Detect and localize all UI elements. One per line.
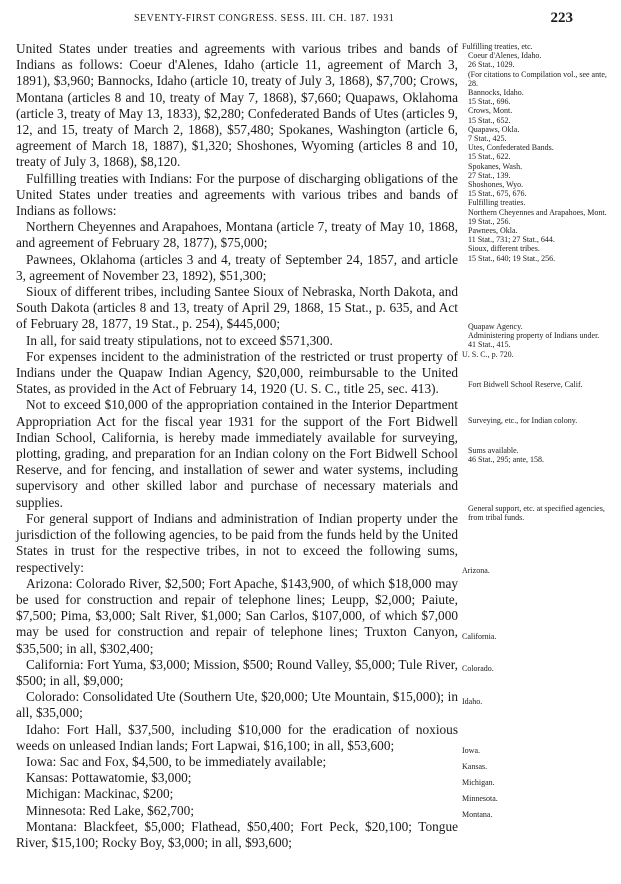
margin-note-line: Bannocks, Idaho. <box>468 88 524 98</box>
margin-note-line: 15 Stat., 622. <box>468 152 511 162</box>
margin-note-line: Idaho. <box>462 697 483 706</box>
page-number: 223 <box>550 10 573 26</box>
paragraph-minnesota: Minnesota: Red Lake, $62,700; <box>26 802 195 818</box>
margin-note-line: (For citations to Compilation vol., see ante, 28. <box>468 69 607 88</box>
margin-note-line: Crows, Mont. <box>468 106 513 116</box>
margin-note-idaho <box>462 697 612 706</box>
margin-note-line: 46 Stat., 295; ante, 158. <box>468 455 544 465</box>
margin-note-california <box>462 632 612 641</box>
margin-note-line: 19 Stat., 256. <box>468 216 511 226</box>
margin-note-line: Iowa. <box>462 746 480 755</box>
margin-note-line: Kansas. <box>462 762 488 771</box>
margin-note-colorado <box>462 664 612 673</box>
paragraph-treaty-total: In all, for said treaty stipulations, not to exceed $571,300. <box>26 332 333 348</box>
paragraph-fulfilling-treaties: Fulfilling treaties with Indians: For the purpose of discharging obligations of the United States under treaties and agreements with various tribes and bands of Indians as follows: <box>16 170 458 219</box>
paragraph-quapaw-agency: For expenses incident to the administration of the restricted or trust property of Indians under the Quapaw Indian Agency, $20,000, reimbursable to the United States, as provided in the Act of February 14, 1920 (U. S. C., title 25, sec. 413). <box>16 348 458 397</box>
margin-note-fort-bidwell <box>462 380 612 389</box>
paragraph-california: California: Fort Yuma, $3,000; Mission, $500; Round Valley, $5,000; Tule River, $500; in all, $9,000; <box>16 656 458 688</box>
margin-note-line: Utes, Confederated Bands. <box>468 143 554 153</box>
paragraph-michigan: Michigan: Mackinac, $200; <box>26 786 174 802</box>
margin-note-line: Sums available. <box>468 446 519 455</box>
paragraph-northern-cheyennes: Northern Cheyennes and Arapahoes, Montana (article 7, treaty of May 10, 1868, and agreement of February 28, 1877), $75,000; <box>16 219 458 251</box>
margin-note-line: 15 Stat., 652. <box>468 115 511 125</box>
margin-note-line: U. S. C., p. 720. <box>462 349 514 359</box>
running-header <box>88 10 578 28</box>
margin-note-line: 15 Stat., 675, 676. <box>468 189 527 199</box>
margin-note-line: Fulfilling treaties. <box>468 198 526 208</box>
paragraph-fort-bidwell: Not to exceed $10,000 of the appropriation contained in the Interior Department Appropriation Act for the fiscal year 1931 for the support of the Fort Bidwell Indian School, California, is hereby made immediately available for surveying, plotting, grading, and preparation for an Indian colony on the Fort Bidwell School Reserve, and for fencing, and installation of sewer and water systems, including supervisory and other skilled labor and purchase of necessary materials and supplies. <box>16 397 458 510</box>
margin-note-kansas <box>462 762 612 771</box>
paragraph-pawnees: Pawnees, Oklahoma (articles 3 and 4, treaty of September 24, 1857, and article 3, agreement of November 23, 1892), $51,300; <box>16 251 458 283</box>
margin-note-arizona <box>462 566 612 575</box>
header-title: SEVENTY-FIRST CONGRESS. SESS. III. CH. 187. 1931 <box>134 13 395 24</box>
margin-note-line: Montana. <box>462 810 493 819</box>
margin-note-line: Minnesota. <box>462 794 498 803</box>
margin-note-line: General support, etc. at specified agencies, from tribal funds. <box>468 504 605 523</box>
margin-note-line: Arizona. <box>462 566 490 575</box>
margin-note-treaties <box>462 42 612 263</box>
margin-note-iowa <box>462 746 612 755</box>
paragraph-sioux: Sioux of different tribes, including Santee Sioux of Nebraska, North Dakota, and South Dakota (articles 8 and 13, treaty of April 29, 1868, 15 Stat., p. 635, and Act of February 28, 1877, 19 Stat., p. 254), $445,000; <box>16 284 458 332</box>
margin-note-michigan <box>462 778 612 787</box>
margin-note-line: Spokanes, Wash. <box>468 161 523 171</box>
margin-note-line: Quapaws, Okla. <box>468 124 520 134</box>
margin-note-line: 7 Stat., 425. <box>468 134 507 144</box>
margin-note-line: 41 Stat., 415. <box>468 340 511 350</box>
margin-note-line: Quapaw Agency. <box>468 322 523 331</box>
main-text-column <box>16 41 458 851</box>
margin-note-line: Fort Bidwell School Reserve, Calif. <box>468 380 583 389</box>
margin-note-line: Administering property of Indians under. <box>468 331 600 341</box>
margin-note-line: 27 Stat., 139. <box>468 170 511 180</box>
margin-note-line: 15 Stat., 696. <box>468 97 511 107</box>
paragraph-treaty-payments: United States under treaties and agreements with various tribes and bands of Indians as follows: Coeur d'Alenes, Idaho (article 11, agreement of March 3, 1891), $3,960; Bannocks, Idaho (article 10, treaty of July 3, 1868), $7,700; Crows, Montana (articles 8 and 10, treaty of May 7, 1868), $7,660; Quapaws, Oklahoma (article 3, treaty of May 13, 1833), $2,280; Confederated Bands of Utes (articles 9, 12, and 15, treaty of March 2, 1868), $57,480; Spokanes, Washington (article 6, agreement of March 18, 1887), $1,320; Shoshones, Wyoming (articles 8 and 10, treaty of July 3, 1868), $8,120. <box>16 41 458 170</box>
paragraph-colorado: Colorado: Consolidated Ute (Southern Ute, $20,000; Ute Mountain, $15,000); in all, $35,000; <box>16 689 458 721</box>
paragraph-arizona: Arizona: Colorado River, $2,500; Fort Apache, $143,900, of which $18,000 may be used for construction and repair of telephone lines; Leupp, $2,000; Paiute, $7,500; Pima, $3,000; Salt River, $1,000; San Carlos, $107,000, of which $7,000 may be used for construction and repair of telephone lines; Truxton Canyon, $35,500; in all, $302,400; <box>16 575 458 656</box>
paragraph-idaho: Idaho: Fort Hall, $37,500, including $10,000 for the eradication of noxious weeds on unleased Indian lands; Fort Lapwai, $16,100; in all, $53,600; <box>16 721 458 753</box>
margin-note-sums <box>462 446 612 464</box>
margin-note-line: Surveying, etc., for Indian colony. <box>468 416 578 425</box>
margin-note-quapaw <box>462 322 612 359</box>
margin-note-line: Pawnees, Okla. <box>468 226 518 236</box>
margin-note-line: Shoshones, Wyo. <box>468 180 524 190</box>
paragraph-montana: Montana: Blackfeet, $5,000; Flathead, $50,400; Fort Peck, $20,100; Tongue River, $15,100; Rocky Boy, $3,000; in all, $93,600; <box>16 818 458 850</box>
margin-note-montana <box>462 810 612 819</box>
margin-note-line: 26 Stat., 1029. <box>468 60 515 70</box>
margin-note-line: Coeur d'Alenes, Idaho. <box>468 51 542 61</box>
paragraph-kansas: Kansas: Pottawatomie, $3,000; <box>26 770 192 786</box>
margin-note-line: Sioux, different tribes. <box>468 244 540 254</box>
margin-note-general-support <box>462 504 612 522</box>
margin-note-line: Northern Cheyennes and Arapahoes, Mont. <box>468 207 607 217</box>
margin-note-line: 15 Stat., 640; 19 Stat., 256. <box>468 253 556 263</box>
margin-note-surveying <box>462 416 612 425</box>
margin-note-line: California. <box>462 632 497 641</box>
margin-note-line: 11 Stat., 731; 27 Stat., 644. <box>468 235 555 245</box>
paragraph-iowa: Iowa: Sac and Fox, $4,500, to be immediately available; <box>26 753 327 769</box>
paragraph-general-support: For general support of Indians and administration of Indian property under the jurisdiction of the following agencies, to be paid from the funds held by the United States in trust for the respective tribes, in not to exceed the following sums, respectively: <box>16 510 458 575</box>
margin-note-line: Fulfilling treaties, etc. <box>462 42 533 51</box>
margin-note-minnesota <box>462 794 612 803</box>
margin-note-line: Michigan. <box>462 778 495 787</box>
margin-note-line: Colorado. <box>462 664 494 673</box>
